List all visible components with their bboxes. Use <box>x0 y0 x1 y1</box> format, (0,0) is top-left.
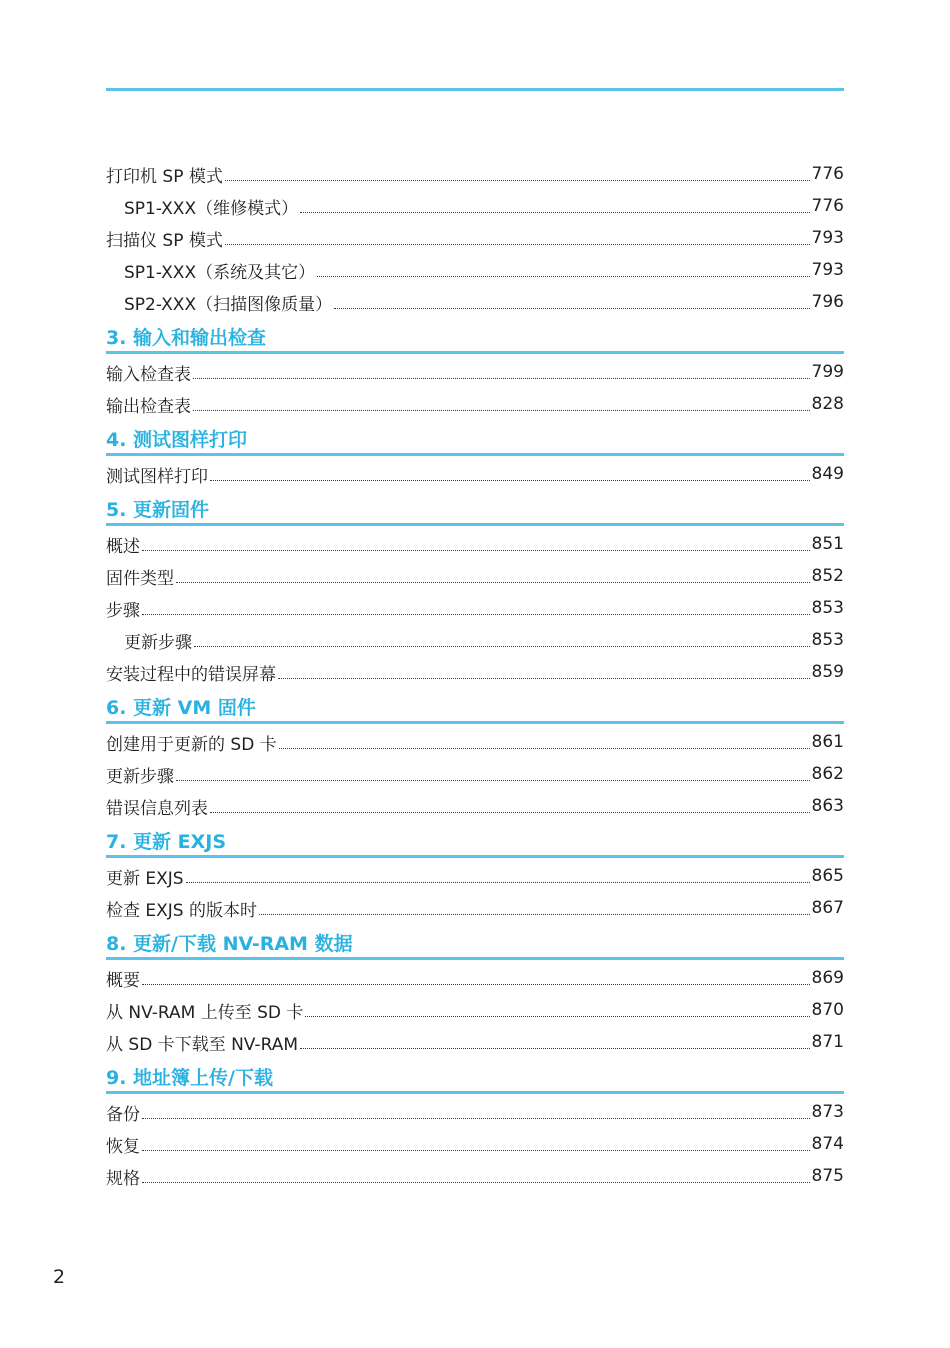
toc-entry-page: 828 <box>811 394 844 414</box>
dot-leader <box>193 410 810 411</box>
section-heading: 8. 更新/下载 NV-RAM 数据 <box>106 924 844 960</box>
toc-entry-page: 859 <box>811 662 844 682</box>
toc-entry[interactable] <box>106 528 844 560</box>
toc-entry[interactable] <box>106 962 844 994</box>
dot-leader <box>193 378 810 379</box>
dot-leader <box>278 678 810 679</box>
toc-entry-page: 874 <box>811 1134 844 1154</box>
toc-entry[interactable] <box>106 254 844 286</box>
toc-entry-page: 853 <box>811 598 844 618</box>
toc-entry[interactable] <box>106 286 844 318</box>
toc-entry[interactable] <box>106 892 844 924</box>
dot-leader <box>186 882 810 883</box>
section-heading: 5. 更新固件 <box>106 490 844 526</box>
toc-entry-label: 恢复 <box>106 1136 140 1157</box>
toc-entry[interactable] <box>106 860 844 892</box>
toc-entry[interactable] <box>106 1026 844 1058</box>
table-of-contents <box>106 158 844 1192</box>
top-rule <box>106 88 844 91</box>
dot-leader <box>176 780 810 781</box>
dot-leader <box>142 984 810 985</box>
toc-entry[interactable] <box>106 994 844 1026</box>
dot-leader <box>142 550 810 551</box>
toc-entry-label: 错误信息列表 <box>106 798 208 819</box>
dot-leader <box>300 212 809 213</box>
page-number: 2 <box>53 1266 66 1288</box>
dot-leader <box>142 1182 810 1183</box>
toc-entry-page: 793 <box>811 228 844 248</box>
toc-entry-label: 创建用于更新的 SD 卡 <box>106 734 277 755</box>
toc-entry-label: 检查 EXJS 的版本时 <box>106 900 257 921</box>
toc-entry-label: 规格 <box>106 1168 140 1189</box>
toc-entry[interactable] <box>106 560 844 592</box>
toc-entry-page: 865 <box>811 866 844 886</box>
toc-entry-page: 796 <box>811 292 844 312</box>
toc-entry-label: 更新步骤 <box>106 766 174 787</box>
toc-entry-label: SP1-XXX（系统及其它） <box>124 262 316 283</box>
dot-leader <box>279 748 810 749</box>
dot-leader <box>210 812 810 813</box>
toc-entry[interactable] <box>106 458 844 490</box>
toc-entry-label: 安装过程中的错误屏幕 <box>106 664 276 685</box>
section-heading: 3. 输入和输出检查 <box>106 318 844 354</box>
toc-entry-page: 799 <box>811 362 844 382</box>
toc-entry-page: 851 <box>811 534 844 554</box>
toc-entry-page: 776 <box>811 164 844 184</box>
dot-leader <box>317 276 809 277</box>
dot-leader <box>300 1048 810 1049</box>
toc-entry[interactable] <box>106 1096 844 1128</box>
dot-leader <box>225 244 810 245</box>
toc-entry[interactable] <box>106 726 844 758</box>
dot-leader <box>142 1118 810 1119</box>
toc-entry[interactable] <box>106 222 844 254</box>
toc-entry-label: 扫描仪 SP 模式 <box>106 230 223 251</box>
section-heading: 4. 测试图样打印 <box>106 420 844 456</box>
toc-entry-label: 打印机 SP 模式 <box>106 166 223 187</box>
toc-entry-page: 793 <box>811 260 844 280</box>
toc-entry-page: 871 <box>811 1032 844 1052</box>
toc-entry-page: 869 <box>811 968 844 988</box>
toc-entry-page: 852 <box>811 566 844 586</box>
toc-entry-label: 备份 <box>106 1104 140 1125</box>
dot-leader <box>259 914 810 915</box>
dot-leader <box>142 614 810 615</box>
toc-entry-page: 873 <box>811 1102 844 1122</box>
dot-leader <box>225 180 810 181</box>
toc-entry-page: 853 <box>811 630 844 650</box>
toc-entry[interactable] <box>106 656 844 688</box>
toc-entry-page: 861 <box>811 732 844 752</box>
toc-entry-label: SP2-XXX（扫描图像质量） <box>124 294 333 315</box>
section-heading: 7. 更新 EXJS <box>106 822 844 858</box>
toc-entry-label: 输入检查表 <box>106 364 191 385</box>
toc-entry-page: 862 <box>811 764 844 784</box>
toc-entry[interactable] <box>106 592 844 624</box>
dot-leader <box>194 646 810 647</box>
toc-entry-label: 更新步骤 <box>124 632 192 653</box>
toc-entry-page: 875 <box>811 1166 844 1186</box>
dot-leader <box>210 480 810 481</box>
toc-entry-label: 测试图样打印 <box>106 466 208 487</box>
toc-entry-page: 867 <box>811 898 844 918</box>
toc-entry[interactable] <box>106 1128 844 1160</box>
toc-entry-label: 概要 <box>106 970 140 991</box>
toc-entry-label: 从 SD 卡下载至 NV-RAM <box>106 1034 298 1055</box>
toc-entry-page: 849 <box>811 464 844 484</box>
dot-leader <box>334 308 809 309</box>
toc-entry[interactable] <box>106 758 844 790</box>
toc-entry-label: 概述 <box>106 536 140 557</box>
toc-entry-label: 更新 EXJS <box>106 868 184 889</box>
toc-entry-page: 863 <box>811 796 844 816</box>
toc-entry[interactable] <box>106 158 844 190</box>
section-heading: 6. 更新 VM 固件 <box>106 688 844 724</box>
toc-entry[interactable] <box>106 624 844 656</box>
dot-leader <box>305 1016 809 1017</box>
section-heading: 9. 地址簿上传/下载 <box>106 1058 844 1094</box>
toc-entry-label: 步骤 <box>106 600 140 621</box>
toc-entry[interactable] <box>106 190 844 222</box>
toc-entry[interactable] <box>106 1160 844 1192</box>
toc-entry[interactable] <box>106 356 844 388</box>
toc-entry-page: 776 <box>811 196 844 216</box>
toc-entry-label: 固件类型 <box>106 568 174 589</box>
toc-entry-label: SP1-XXX（维修模式） <box>124 198 299 219</box>
toc-entry[interactable] <box>106 388 844 420</box>
toc-entry-page: 870 <box>811 1000 844 1020</box>
dot-leader <box>142 1150 810 1151</box>
dot-leader <box>176 582 810 583</box>
toc-entry[interactable] <box>106 790 844 822</box>
toc-entry-label: 从 NV-RAM 上传至 SD 卡 <box>106 1002 304 1023</box>
toc-entry-label: 输出检查表 <box>106 396 191 417</box>
